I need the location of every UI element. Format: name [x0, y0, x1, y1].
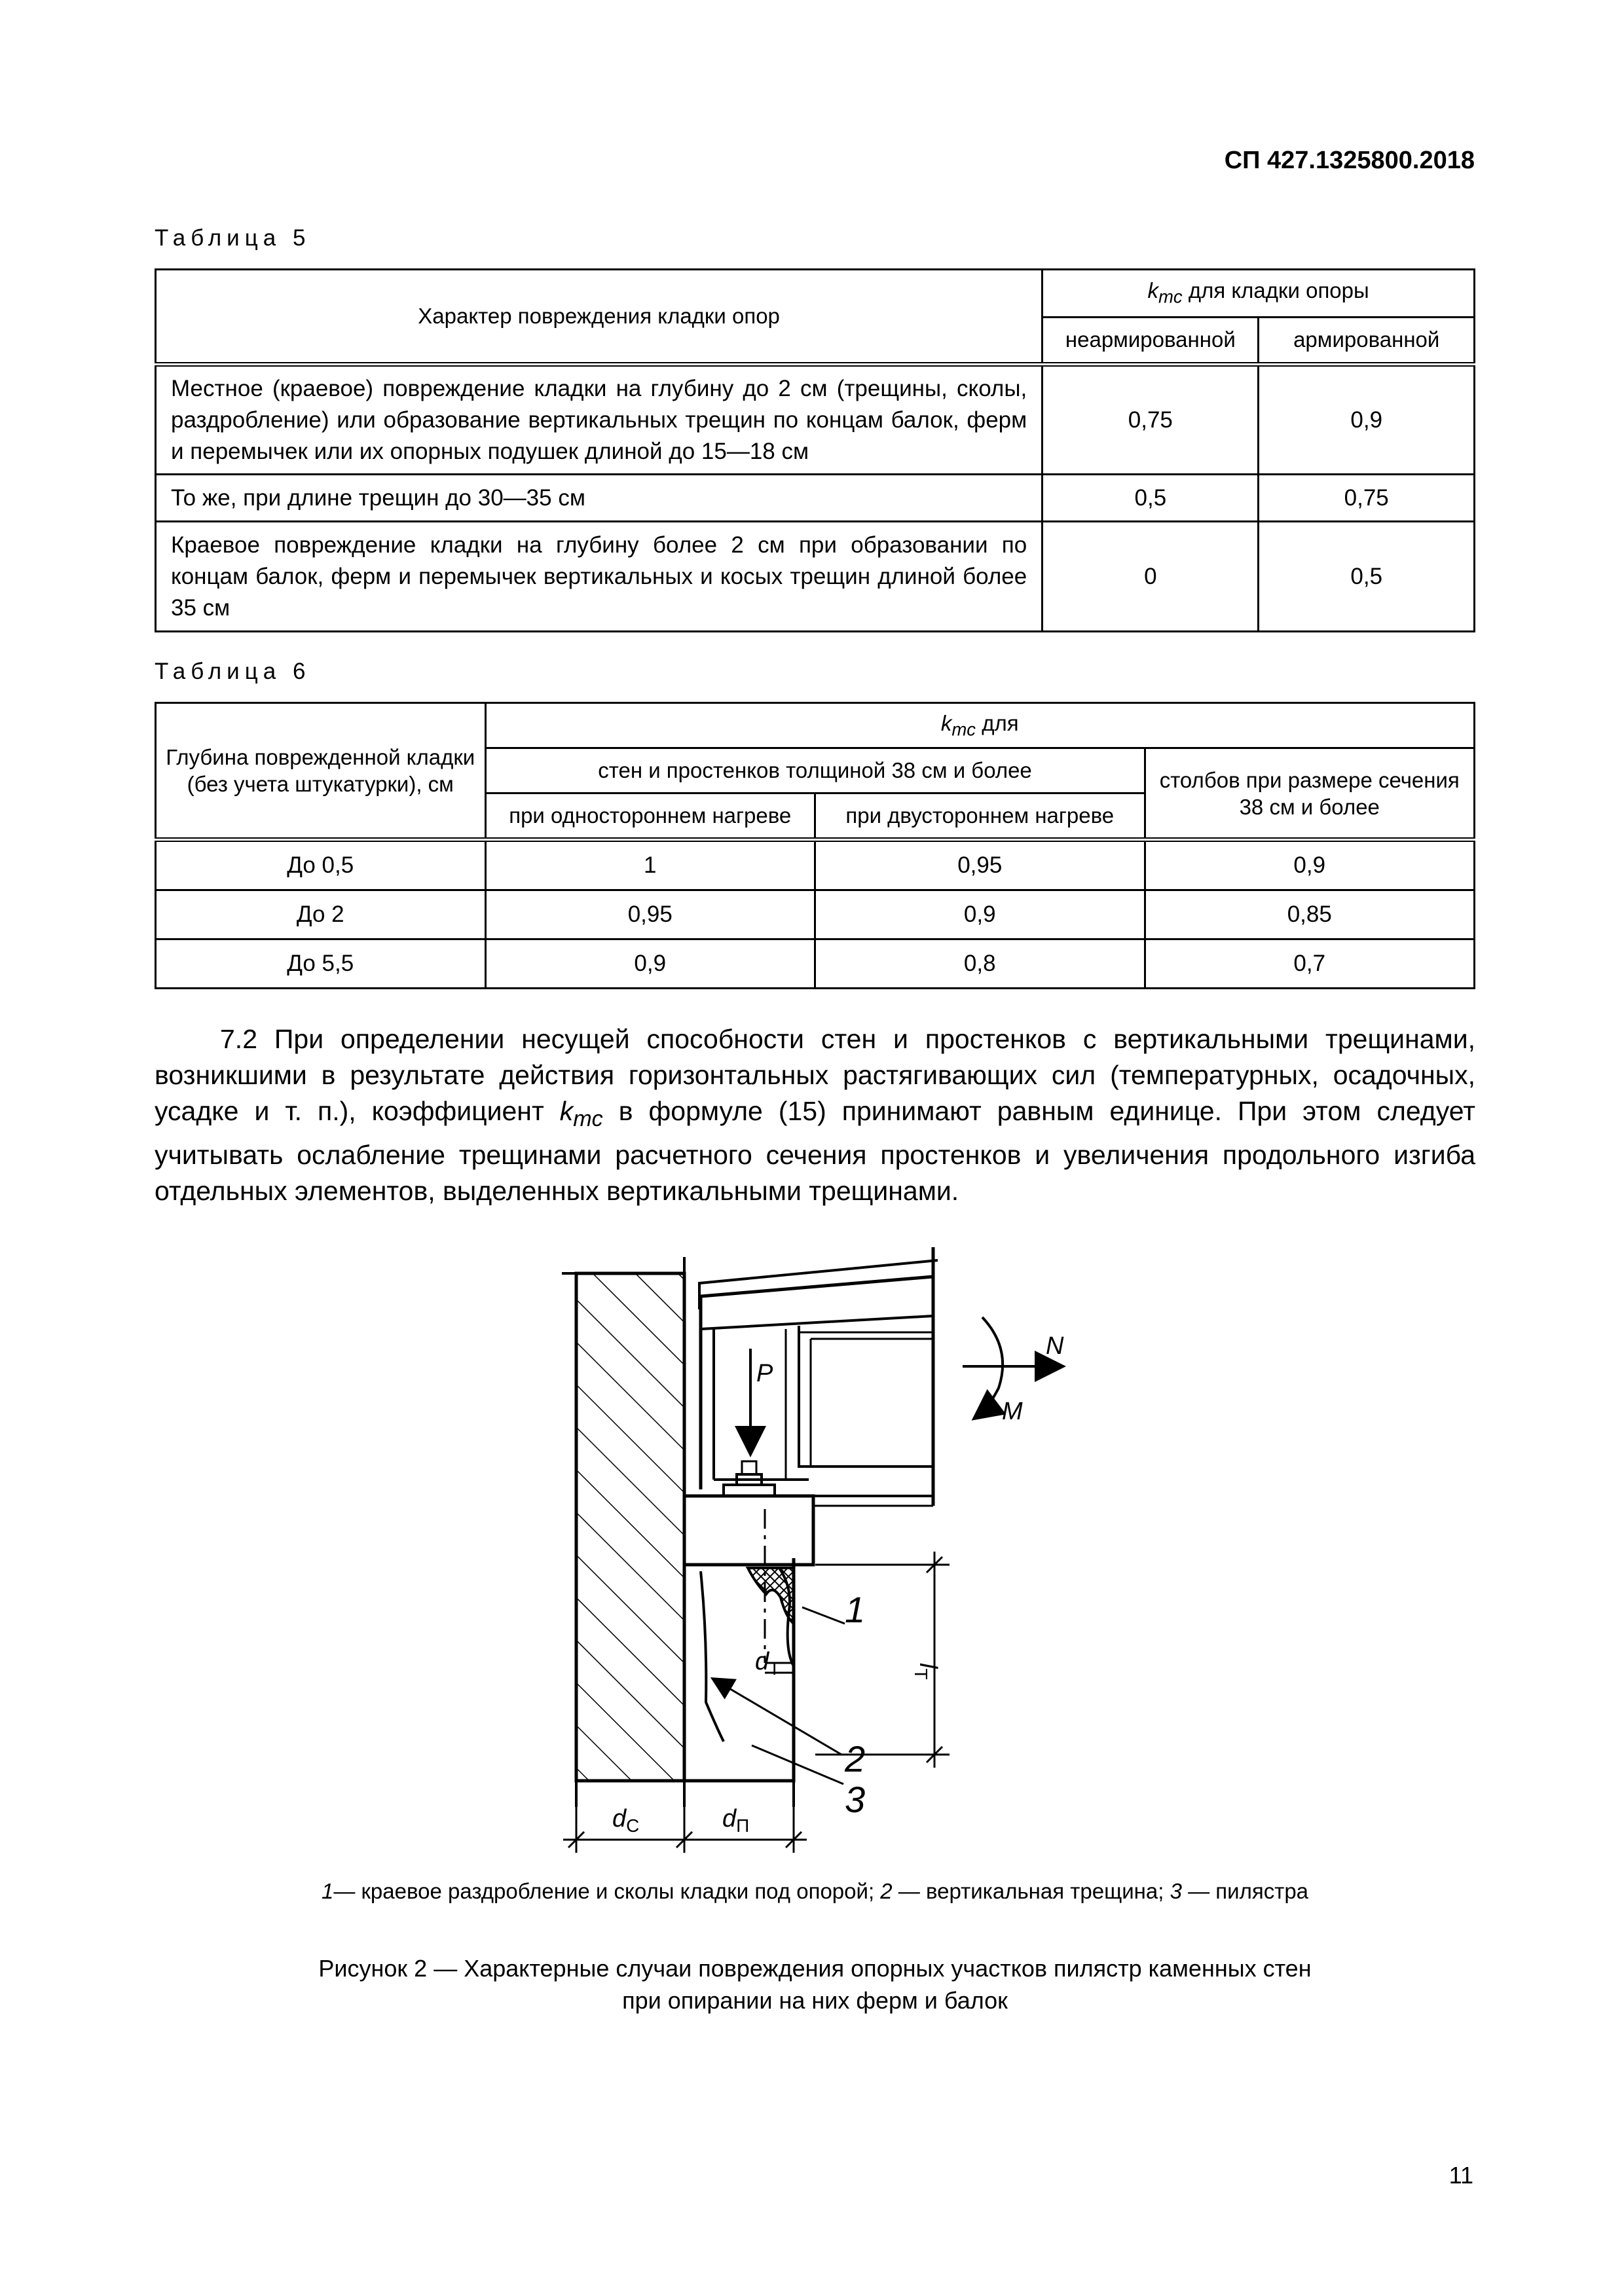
table6-row-one-side: 0,95 — [485, 890, 815, 939]
label-dc: $d_С$ — [612, 1805, 640, 1836]
table6-row-depth: До 5,5 — [156, 939, 486, 989]
table6-row-columns: 0,7 — [1145, 939, 1475, 989]
table6-row-depth: До 2 — [156, 890, 486, 939]
table6-row-one-side: 0,9 — [485, 939, 815, 989]
label-dp: $d_П$ — [722, 1805, 750, 1836]
table5-row-unreinforced: 0 — [1043, 522, 1259, 632]
section-7-2-paragraph: 7.2 При определении несущей способности стен и простенков с вертикальными трещинами, возникшими в результате действия горизонтальных растягивающих сил (температурных, осадочных, усадке и т. п.), коэффициент $k_{mc}$ в формуле (15) принимают равным единице. При этом следует учитывать ослабление трещинами расчетного сечения простенков и увеличения продольного изгиба отдельных элементов, выделенных вертикальными трещинами. — [155, 1024, 1475, 1207]
wall-hatch — [576, 1273, 684, 1781]
table6-header-depth: Глубина поврежденной кладки (без учета штукатурки), см — [156, 703, 486, 840]
table6-row-two-side: 0,9 — [815, 890, 1145, 939]
table5-row-desc: Местное (краевое) повреждение кладки на глубину до 2 см (трещины, сколы, раздробление) или образование вертикальных трещин по концам балок, ферм и перемычек или их опорных подушек длиной до 15—18 см — [156, 365, 1043, 475]
figure-structure — [562, 1247, 1061, 1853]
table5-row-reinforced: 0,9 — [1259, 365, 1475, 475]
table5-row-reinforced: 0,5 — [1259, 522, 1475, 632]
table6-row-columns: 0,9 — [1145, 840, 1475, 890]
table5-row-desc: Краевое повреждение кладки на глубину более 2 см при образовании по концам балок, ферм и перемычек вертикальных и косых трещин длиной более 35 см — [156, 522, 1043, 632]
label-dt: $d_Т$ — [755, 1648, 781, 1679]
table6-header-columns: столбов при размере сечения 38 см и более — [1145, 748, 1475, 840]
table6-row-depth: До 0,5 — [156, 840, 486, 890]
table5-row-reinforced: 0,75 — [1259, 475, 1475, 522]
label-1: 1 — [845, 1589, 866, 1630]
caption-line-1: Рисунок 2 — Характерные случаи повреждения опорных участков пилястр каменных стен — [318, 1955, 1312, 1982]
table5-header-reinforced: армированной — [1259, 317, 1475, 365]
table6-row-columns: 0,85 — [1145, 890, 1475, 939]
table6-row-two-side: 0,8 — [815, 939, 1145, 989]
table6-header-kmc: $k_{mc}$ для — [485, 703, 1475, 748]
table5-header-kmc: $k_{mc}$ для кладки опоры — [1043, 270, 1475, 318]
label-3: 3 — [845, 1779, 866, 1820]
table6-header-walls: стен и простенков толщиной 38 см и более — [485, 748, 1145, 793]
table5-row-desc: То же, при длине трещин до 30—35 см — [156, 475, 1043, 522]
table6-header-two-side: при двустороннем нагреве — [815, 793, 1145, 840]
label-m: M — [1002, 1398, 1023, 1425]
figure-legend: 1— краевое раздробление и сколы кладки под опорой; 2 — вертикальная трещина; 3 — пилястра — [321, 1879, 1309, 1903]
table6-caption: Таблица 6 — [155, 659, 311, 684]
table6-row-one-side: 1 — [485, 840, 815, 890]
table5-row-unreinforced: 0,5 — [1043, 475, 1259, 522]
table5-header-unreinforced: неармированной — [1043, 317, 1259, 365]
table6-header-one-side: при одностороннем нагреве — [485, 793, 815, 840]
page-number: 11 — [1449, 2162, 1473, 2189]
table6-row-two-side: 0,95 — [815, 840, 1145, 890]
document-code: СП 427.1325800.2018 — [1224, 147, 1475, 174]
table5-caption: Таблица 5 — [155, 225, 311, 251]
label-lt: $l_Т$ — [911, 1663, 942, 1680]
table5-header-desc: Характер повреждения кладки опор — [156, 270, 1043, 365]
label-p: P — [756, 1360, 773, 1387]
caption-line-2: при опирании на них ферм и балок — [622, 1987, 1008, 2014]
label-n: N — [1046, 1332, 1064, 1360]
label-2: 2 — [845, 1738, 866, 1779]
figure-caption — [155, 1952, 1475, 2016]
table5-row-unreinforced: 0,75 — [1043, 365, 1259, 475]
